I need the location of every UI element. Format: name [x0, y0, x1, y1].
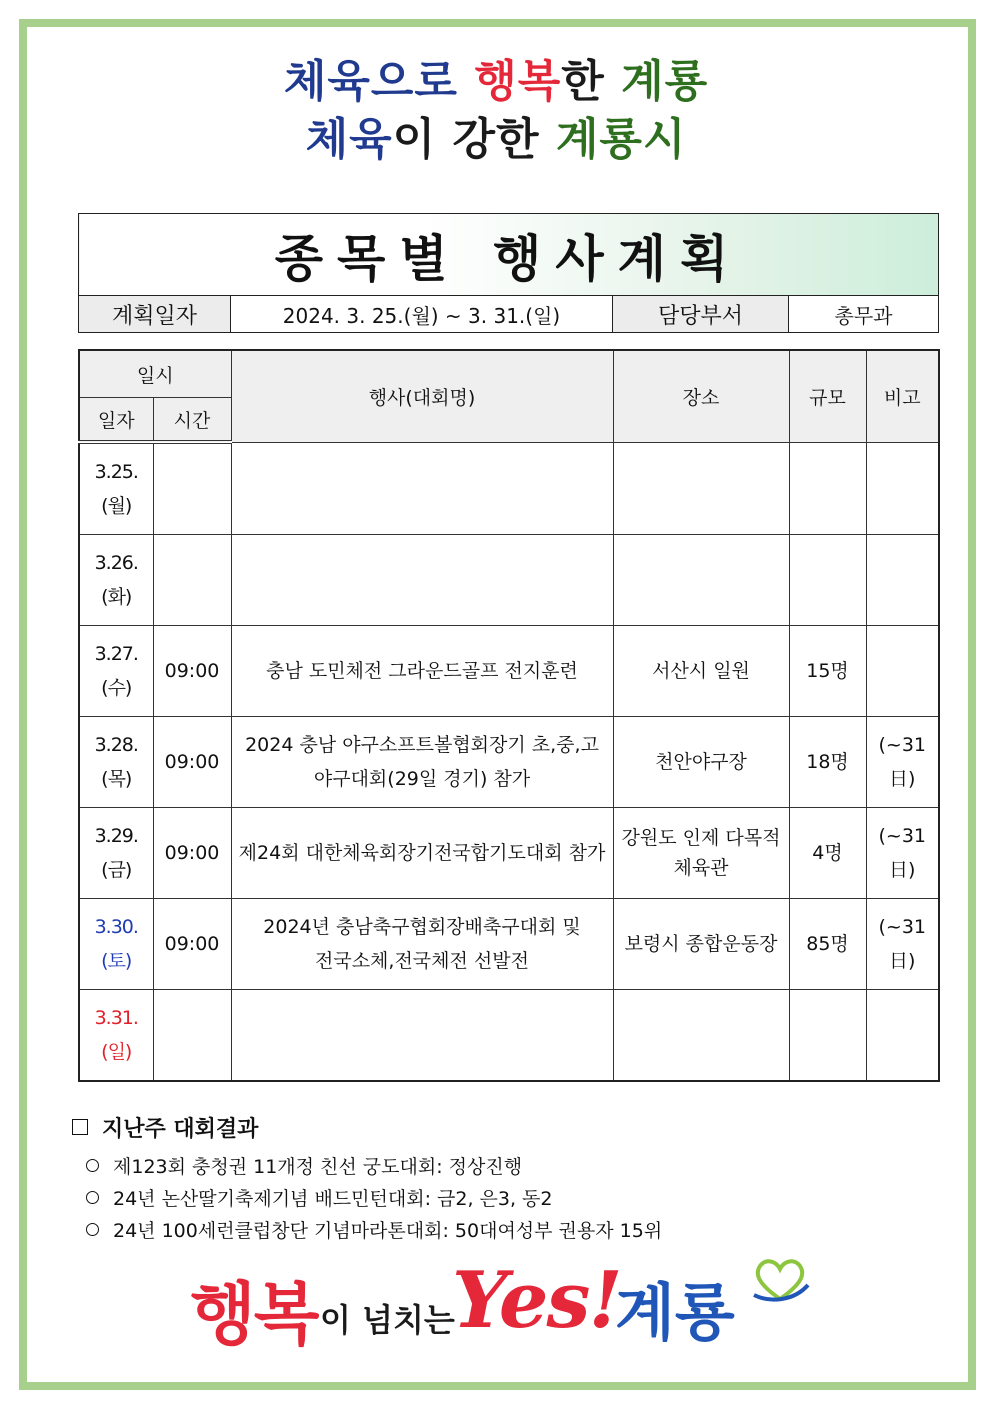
row-place-line: 천안야구장: [655, 751, 747, 773]
row-note: (~31日): [866, 808, 939, 899]
col-header-place: 장소: [613, 350, 789, 442]
slogan-fragment: 행복: [474, 56, 562, 107]
row-place: [613, 535, 789, 626]
col-header-date: 일자: [79, 398, 153, 443]
event-schedule-table: [78, 349, 940, 1082]
heart-icon: [750, 1255, 810, 1305]
plan-header-table: [78, 213, 939, 333]
row-note: (~31日): [866, 717, 939, 808]
row-place: [613, 626, 789, 717]
row-event-line: 2024년 충남축구협회장배축구대회 및: [263, 916, 581, 938]
department-value: 총무과: [789, 296, 939, 333]
row-scale: 15명: [789, 626, 866, 717]
row-time: 09:00: [153, 808, 231, 899]
footer-logo-happy: 행복: [190, 1276, 318, 1355]
row-time: 09:00: [153, 899, 231, 990]
row-date-number: 3.27.: [94, 643, 138, 665]
result-item-text: 제123회 충청권 11개정 친선 궁도대회: 정상진행: [113, 1156, 523, 1178]
slogan-fragment: 계룡: [621, 56, 709, 107]
row-event-line: 충남 도민체전 그라운드골프 전지훈련: [266, 660, 578, 682]
row-date-number: 3.29.: [94, 825, 138, 847]
result-item: [72, 1151, 932, 1183]
row-scale: 85명: [789, 899, 866, 990]
row-time: [153, 535, 231, 626]
schedule-row: [79, 535, 939, 626]
schedule-row: [79, 990, 939, 1082]
results-heading: 지난주 대회결과: [72, 1112, 932, 1143]
department-label: 담당부서: [613, 296, 789, 333]
row-date: [79, 990, 153, 1082]
row-date: [79, 442, 153, 535]
schedule-row: [79, 626, 939, 717]
row-day-of-week: (일): [101, 1041, 132, 1063]
row-scale: 18명: [789, 717, 866, 808]
footer-logo-yes: Yes!: [452, 1255, 621, 1346]
checkbox-bullet-icon: [72, 1119, 88, 1135]
col-header-datetime: 일시: [79, 350, 231, 398]
row-event: [231, 442, 613, 535]
row-time: [153, 990, 231, 1082]
row-place-line: 체육관: [673, 857, 729, 879]
plan-date-value: 2024. 3. 25.(월) ~ 3. 31.(일): [231, 296, 613, 333]
result-item: [72, 1183, 932, 1215]
row-event: [231, 990, 613, 1082]
row-day-of-week: (화): [101, 586, 132, 608]
row-note: (~31日): [866, 899, 939, 990]
row-day-of-week: (월): [101, 495, 132, 517]
row-date: [79, 717, 153, 808]
schedule-row: [79, 808, 939, 899]
row-event: [231, 808, 613, 899]
row-note: [866, 442, 939, 535]
footer-logo-gyeryong: 계룡: [615, 1276, 735, 1349]
slogan-fragment: 체육으로: [283, 56, 475, 107]
row-date: [79, 535, 153, 626]
circle-bullet-icon: [86, 1223, 99, 1236]
slogan-line-1: [0, 56, 992, 107]
row-place-line: 강원도 인제 다목적: [621, 827, 781, 849]
row-date-number: 3.26.: [94, 552, 138, 574]
row-date: [79, 808, 153, 899]
row-place: [613, 717, 789, 808]
col-header-note: 비고: [866, 350, 939, 442]
row-place: [613, 899, 789, 990]
slogan-fragment: 체육: [305, 114, 393, 165]
row-place: [613, 442, 789, 535]
slogan-fragment: 이 강한: [392, 114, 556, 165]
row-date-number: 3.25.: [94, 461, 138, 483]
row-day-of-week: (수): [101, 677, 132, 699]
schedule-row: [79, 899, 939, 990]
row-day-of-week: (토): [101, 950, 132, 972]
row-note: [866, 626, 939, 717]
row-event: [231, 717, 613, 808]
row-scale: [789, 990, 866, 1082]
row-note: [866, 990, 939, 1082]
row-event-line: 야구대회(29일 경기) 참가: [313, 768, 531, 790]
result-item-text: 24년 논산딸기축제기념 배드민턴대회: 금2, 은3, 동2: [113, 1188, 553, 1210]
circle-bullet-icon: [86, 1159, 99, 1172]
row-date: [79, 899, 153, 990]
slogan-fragment: 계룡시: [555, 114, 687, 165]
row-day-of-week: (금): [101, 859, 132, 881]
row-time: 09:00: [153, 717, 231, 808]
row-note: [866, 535, 939, 626]
row-event: [231, 535, 613, 626]
row-date-number: 3.30.: [94, 916, 138, 938]
row-event: [231, 626, 613, 717]
slogan-fragment: 한: [561, 56, 622, 107]
row-scale: 4명: [789, 808, 866, 899]
row-scale: [789, 442, 866, 535]
col-header-event: 행사(대회명): [231, 350, 613, 442]
col-header-time: 시간: [153, 398, 231, 443]
row-date: [79, 626, 153, 717]
col-header-scale: 규모: [789, 350, 866, 442]
row-event-line: 제24회 대한체육회장기전국합기도대회 참가: [238, 842, 606, 864]
circle-bullet-icon: [86, 1191, 99, 1204]
plan-date-label: 계획일자: [79, 296, 231, 333]
schedule-row: [79, 717, 939, 808]
row-place: [613, 808, 789, 899]
row-place: [613, 990, 789, 1082]
row-place-line: 서산시 일원: [652, 660, 750, 682]
footer-logo-overflowing: 이 넘치는: [320, 1301, 455, 1339]
schedule-row: [79, 442, 939, 535]
page-title: 종목별 행사계획: [79, 214, 939, 296]
footer-logo: [190, 1255, 810, 1355]
last-week-results: [72, 1112, 932, 1247]
row-date-number: 3.31.: [94, 1007, 138, 1029]
row-event-line: 2024 충남 야구소프트볼협회장기 초,중,고: [245, 734, 599, 756]
result-item: [72, 1215, 932, 1247]
row-time: [153, 442, 231, 535]
row-scale: [789, 535, 866, 626]
row-date-number: 3.28.: [94, 734, 138, 756]
result-item-text: 24년 100세런클럽창단 기념마라톤대회: 50대여성부 권용자 15위: [113, 1220, 663, 1242]
row-event: [231, 899, 613, 990]
row-event-line: 전국소체,전국체전 선발전: [315, 950, 529, 972]
row-time: 09:00: [153, 626, 231, 717]
slogan-line-2: [0, 114, 992, 165]
row-day-of-week: (목): [101, 768, 132, 790]
row-place-line: 보령시 종합운동장: [624, 933, 778, 955]
